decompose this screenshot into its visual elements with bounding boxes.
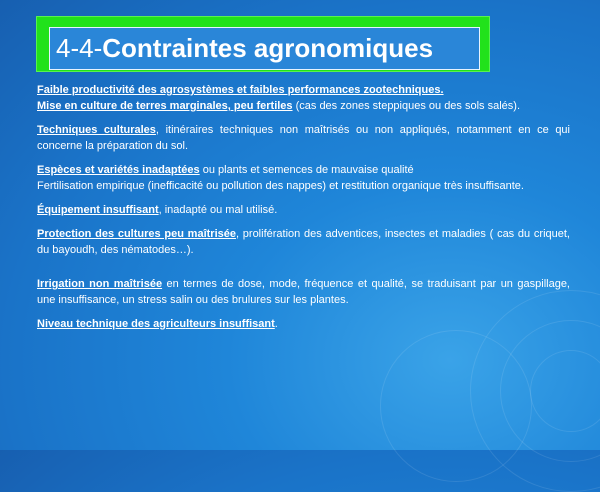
paragraph-text: , inadapté ou mal utilisé. xyxy=(158,204,278,216)
bold-phrase: Espèces et variétés inadaptées xyxy=(37,164,200,176)
paragraph-text: ou plants et semences de mauvaise qualité xyxy=(199,164,414,176)
bold-period: . xyxy=(440,84,444,96)
paragraph-text: Fertilisation empirique (inefficacité ou pollution des nappes) et restitution organique très insuffisante. xyxy=(37,180,524,192)
spacer xyxy=(37,266,570,276)
bold-phrase: Irrigation non maîtrisée xyxy=(37,278,163,290)
paragraph-equipment xyxy=(37,202,570,218)
title-number: 4-4- xyxy=(56,33,103,63)
paragraph-protection xyxy=(37,226,570,258)
bold-phrase: Protection des cultures peu maîtrisée xyxy=(37,228,236,240)
slide-body xyxy=(37,82,570,340)
background-ripple xyxy=(500,320,600,462)
paragraph-farmers xyxy=(37,316,570,332)
paragraph-text: en termes de dose, mode, fréquence et qualité, se traduisant par un gaspillage, une insuffisance, un stress salin ou des brulures sur les plantes. xyxy=(37,278,570,306)
bold-phrase: Techniques culturales xyxy=(37,124,156,136)
paragraph-text: . xyxy=(274,318,278,330)
title-banner xyxy=(36,16,490,72)
bold-phrase: Faible productivité des agrosystèmes et faibles performances zootechniques xyxy=(37,84,441,96)
paragraph-productivity xyxy=(37,82,570,114)
title-label: Contraintes agronomiques xyxy=(102,33,434,63)
paragraph-text: , prolifération des adventices, insectes et maladies ( cas du criquet, du bayoudh, des nématodes…). xyxy=(37,228,570,256)
bold-phrase: Mise en culture de terres marginales, peu fertiles xyxy=(37,100,293,112)
slide-title xyxy=(56,33,433,64)
paragraph-text: , itinéraires techniques non maîtrisés ou non appliqués, notamment en ce qui concerne la préparation du sol. xyxy=(37,124,570,152)
paragraph-species xyxy=(37,162,570,194)
paragraph-text: (cas des zones steppiques ou des sols salés). xyxy=(292,100,521,112)
background-ripple xyxy=(380,330,532,482)
paragraph-irrigation xyxy=(37,276,570,308)
bold-phrase: Niveau technique des agriculteurs insuffisant xyxy=(37,318,275,330)
bold-phrase: Équipement insuffisant xyxy=(37,204,159,216)
paragraph-techniques xyxy=(37,122,570,154)
title-frame xyxy=(49,27,480,70)
background-ripple xyxy=(530,350,600,432)
